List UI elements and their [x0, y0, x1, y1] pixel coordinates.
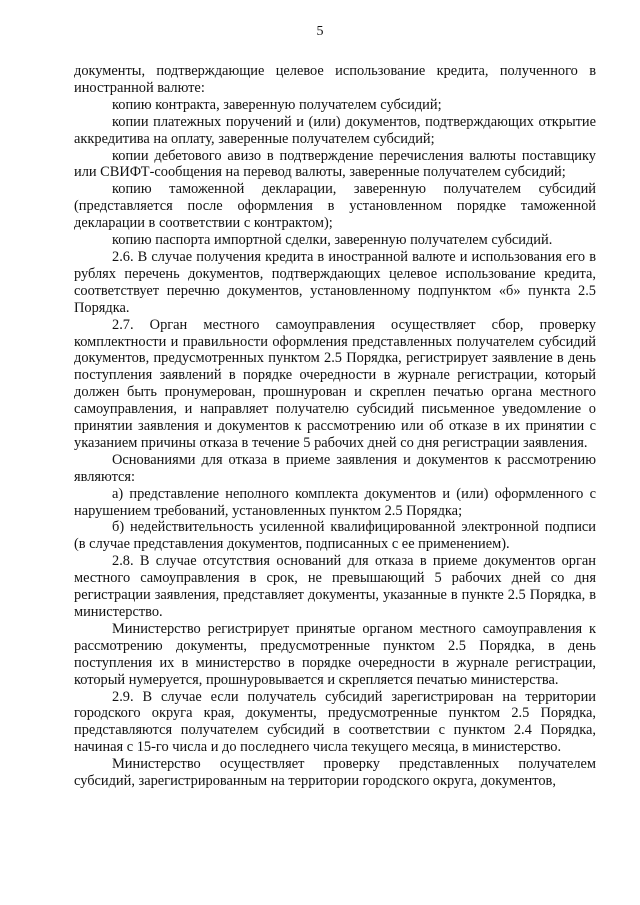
- paragraph-documents-intro: документы, подтверждающие целевое использование кредита, полученного в иностранной валюте:: [74, 63, 596, 96]
- paragraph-refusal-grounds: Основаниями для отказа в приеме заявления и документов к рассмотрению являются:: [74, 451, 596, 485]
- paragraph-ministry-checks: Министерство осуществляет проверку представленных получателем субсидий, зарегистрированным на территории городского округа, документов,: [74, 756, 596, 790]
- page-number: 5: [316, 24, 324, 39]
- paragraph-2-9: 2.9. В случае если получатель субсидий зарегистрирован на территории городского округа края, документы, предусмотренные пунктом 2.5 Порядка, представляются получателем субсидий в соответствии с пунктом 2.4 Порядка, начиная с 15-го числа и до последнего числа текущего месяца, в министерство.: [74, 688, 596, 756]
- paragraph-refusal-b: б) недействительность усиленной квалифицированной электронной подписи (в случае представления документов, подписанных с ее применением).: [74, 519, 596, 553]
- paragraph-2-7: 2.7. Орган местного самоуправления осуществляет сбор, проверку комплектности и правильности оформления представленных получателем субсидий документов, предусмотренных пунктом 2.5 Порядка, регистрирует заявление в день поступления заявлений в порядке очередности в журнале регистрации, который должен быть пронумерован, прошнурован и скреплен печатью органа местного самоуправления, и направляет получателю субсидий письменное уведомление о принятии заявления и документов к рассмотрению или об отказе в их принятии с указанием причины отказа в течение 5 рабочих дней со дня регистрации заявления.: [74, 316, 596, 451]
- paragraph-import-passport: копию паспорта импортной сделки, заверенную получателем субсидий.: [112, 232, 553, 249]
- paragraph-customs-declaration: копию таможенной декларации, заверенную получателем субсидий (представляется после оформления в установленном порядке таможенной декларации в соответствии с контрактом);: [74, 181, 596, 232]
- paragraph-ministry-registers: Министерство регистрирует принятые органом местного самоуправления к рассмотрению документы, предусмотренные пунктом 2.5 Порядка, в день поступления их в министерство в порядке очередности в журнале регистрации, который нумеруется, прошнуровывается и скрепляется печатью министерства.: [74, 620, 596, 688]
- paragraph-refusal-a: а) представление неполного комплекта документов и (или) оформленного с нарушением требований, установленных пунктом 2.5 Порядка;: [74, 485, 596, 519]
- paragraph-payment-orders: копии платежных поручений и (или) документов, подтверждающих открытие аккредитива на оплату, заверенные получателем субсидий;: [74, 113, 596, 147]
- paragraph-contract-copy: копию контракта, заверенную получателем субсидий;: [112, 96, 442, 113]
- paragraph-debit-advice: копии дебетового авизо в подтверждение перечисления валюты поставщику или СВИФТ-сообщения на перевод валюты, заверенные получателем субсидий;: [74, 147, 596, 181]
- document-body: [74, 63, 596, 790]
- paragraph-2-8: 2.8. В случае отсутствия оснований для отказа в приеме документов орган местного самоуправления в срок, не превышающий 5 рабочих дней со дня регистрации заявления, представляет документы, указанные в пункте 2.5 Порядка, в министерство.: [74, 553, 596, 620]
- paragraph-2-6: 2.6. В случае получения кредита в иностранной валюте и использования его в рублях перечень документов, подтверждающих целевое использование кредита, соответствует перечню документов, установленному подпунктом «б» пункта 2.5 Порядка.: [74, 248, 596, 316]
